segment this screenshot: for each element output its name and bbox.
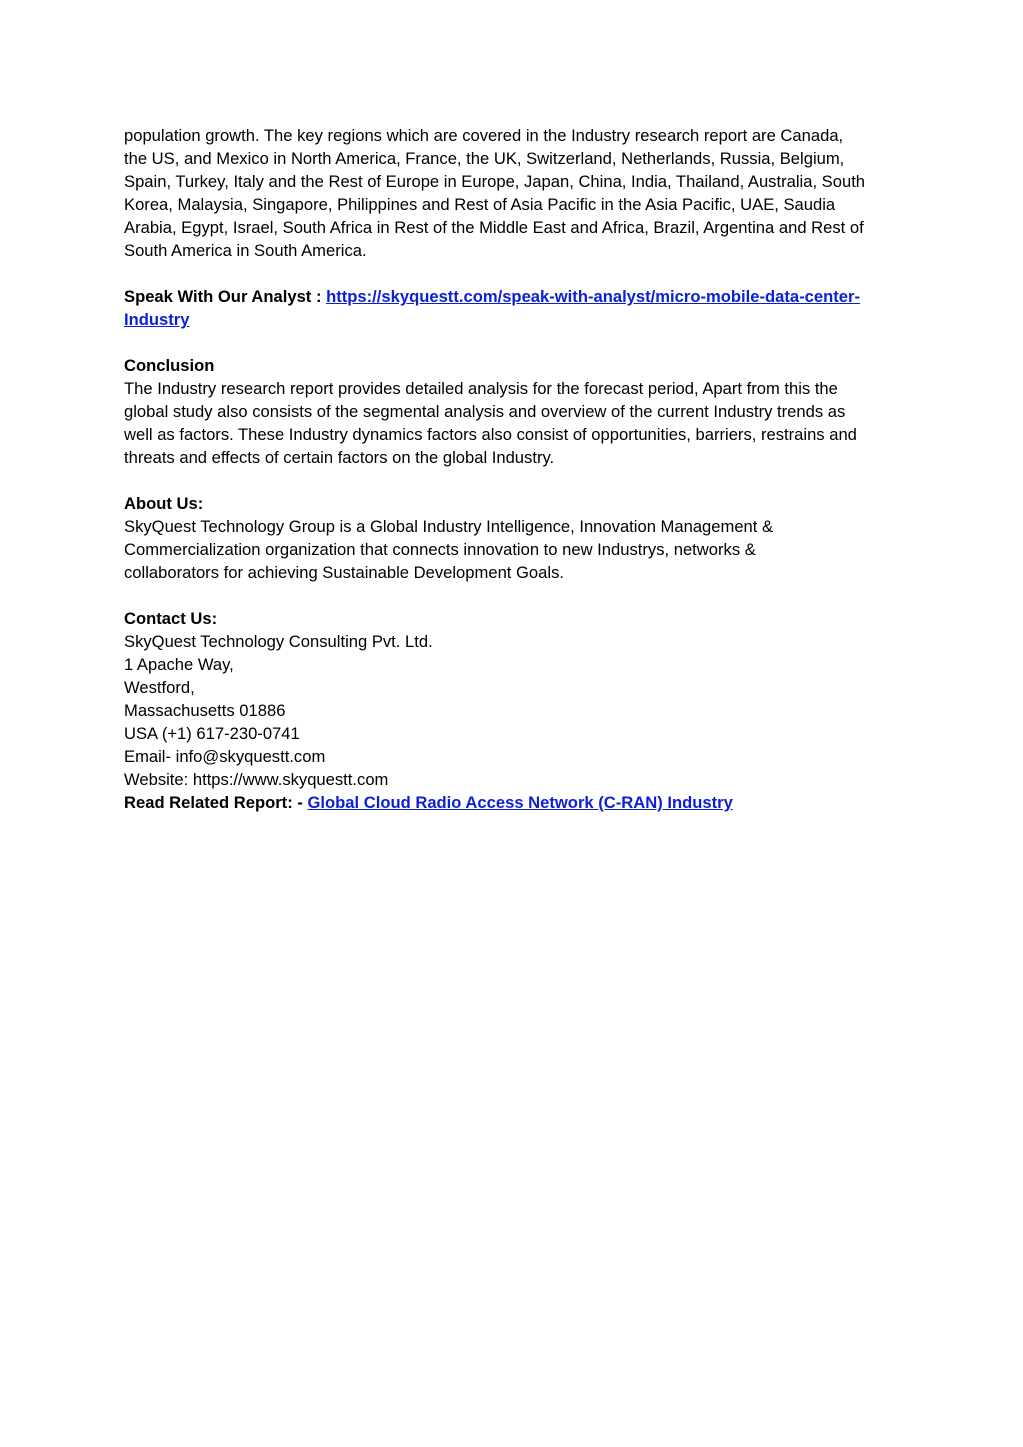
contact-section (124, 607, 896, 814)
document-page (124, 124, 896, 837)
intro-line: population growth. The key regions which are covered in the Industry research report are Canada, (124, 126, 844, 145)
about-line: SkyQuest Technology Group is a Global Industry Intelligence, Innovation Management & (124, 517, 774, 536)
intro-line: South America in South America. (124, 241, 367, 260)
conclusion-line: global study also consists of the segmental analysis and overview of the current Industry trends as (124, 402, 846, 421)
conclusion-line: well as factors. These Industry dynamics factors also consist of opportunities, barriers, restrains and (124, 425, 857, 444)
intro-line: Korea, Malaysia, Singapore, Philippines and Rest of Asia Pacific in the Asia Pacific, UAE, Saudia (124, 195, 836, 214)
contact-state-zip: Massachusetts 01886 (124, 701, 286, 720)
analyst-label: Speak With Our Analyst : (124, 287, 327, 306)
about-line: collaborators for achieving Sustainable Development Goals. (124, 563, 564, 582)
analyst-link-continued[interactable]: Industry (124, 310, 190, 329)
intro-paragraph (124, 124, 896, 262)
analyst-section (124, 285, 896, 331)
analyst-link[interactable]: https://skyquestt.com/speak-with-analyst/micro-mobile-data-center- (326, 287, 860, 306)
contact-street: 1 Apache Way, (124, 655, 234, 674)
contact-company: SkyQuest Technology Consulting Pvt. Ltd. (124, 632, 433, 651)
intro-line: Spain, Turkey, Italy and the Rest of Europe in Europe, Japan, China, India, Thailand, Australia, South (124, 172, 866, 191)
conclusion-section (124, 354, 896, 469)
contact-city: Westford, (124, 678, 195, 697)
related-report-link[interactable]: Global Cloud Radio Access Network (C-RAN) Industry (307, 793, 733, 812)
contact-phone: USA (+1) 617-230-0741 (124, 724, 300, 743)
about-line: Commercialization organization that connects innovation to new Industrys, networks & (124, 540, 756, 559)
intro-line: the US, and Mexico in North America, France, the UK, Switzerland, Netherlands, Russia, Belgium, (124, 149, 845, 168)
conclusion-line: threats and effects of certain factors on the global Industry. (124, 448, 555, 467)
contact-email: Email- info@skyquestt.com (124, 747, 326, 766)
about-heading: About Us: (124, 494, 204, 513)
contact-heading: Contact Us: (124, 609, 218, 628)
intro-line: Arabia, Egypt, Israel, South Africa in Rest of the Middle East and Africa, Brazil, Argentina and Rest of (124, 218, 864, 237)
related-report-label: Read Related Report: - (124, 793, 308, 812)
conclusion-line: The Industry research report provides detailed analysis for the forecast period, Apart from this the (124, 379, 838, 398)
conclusion-heading: Conclusion (124, 356, 215, 375)
about-section (124, 492, 896, 584)
contact-website: Website: https://www.skyquestt.com (124, 770, 389, 789)
